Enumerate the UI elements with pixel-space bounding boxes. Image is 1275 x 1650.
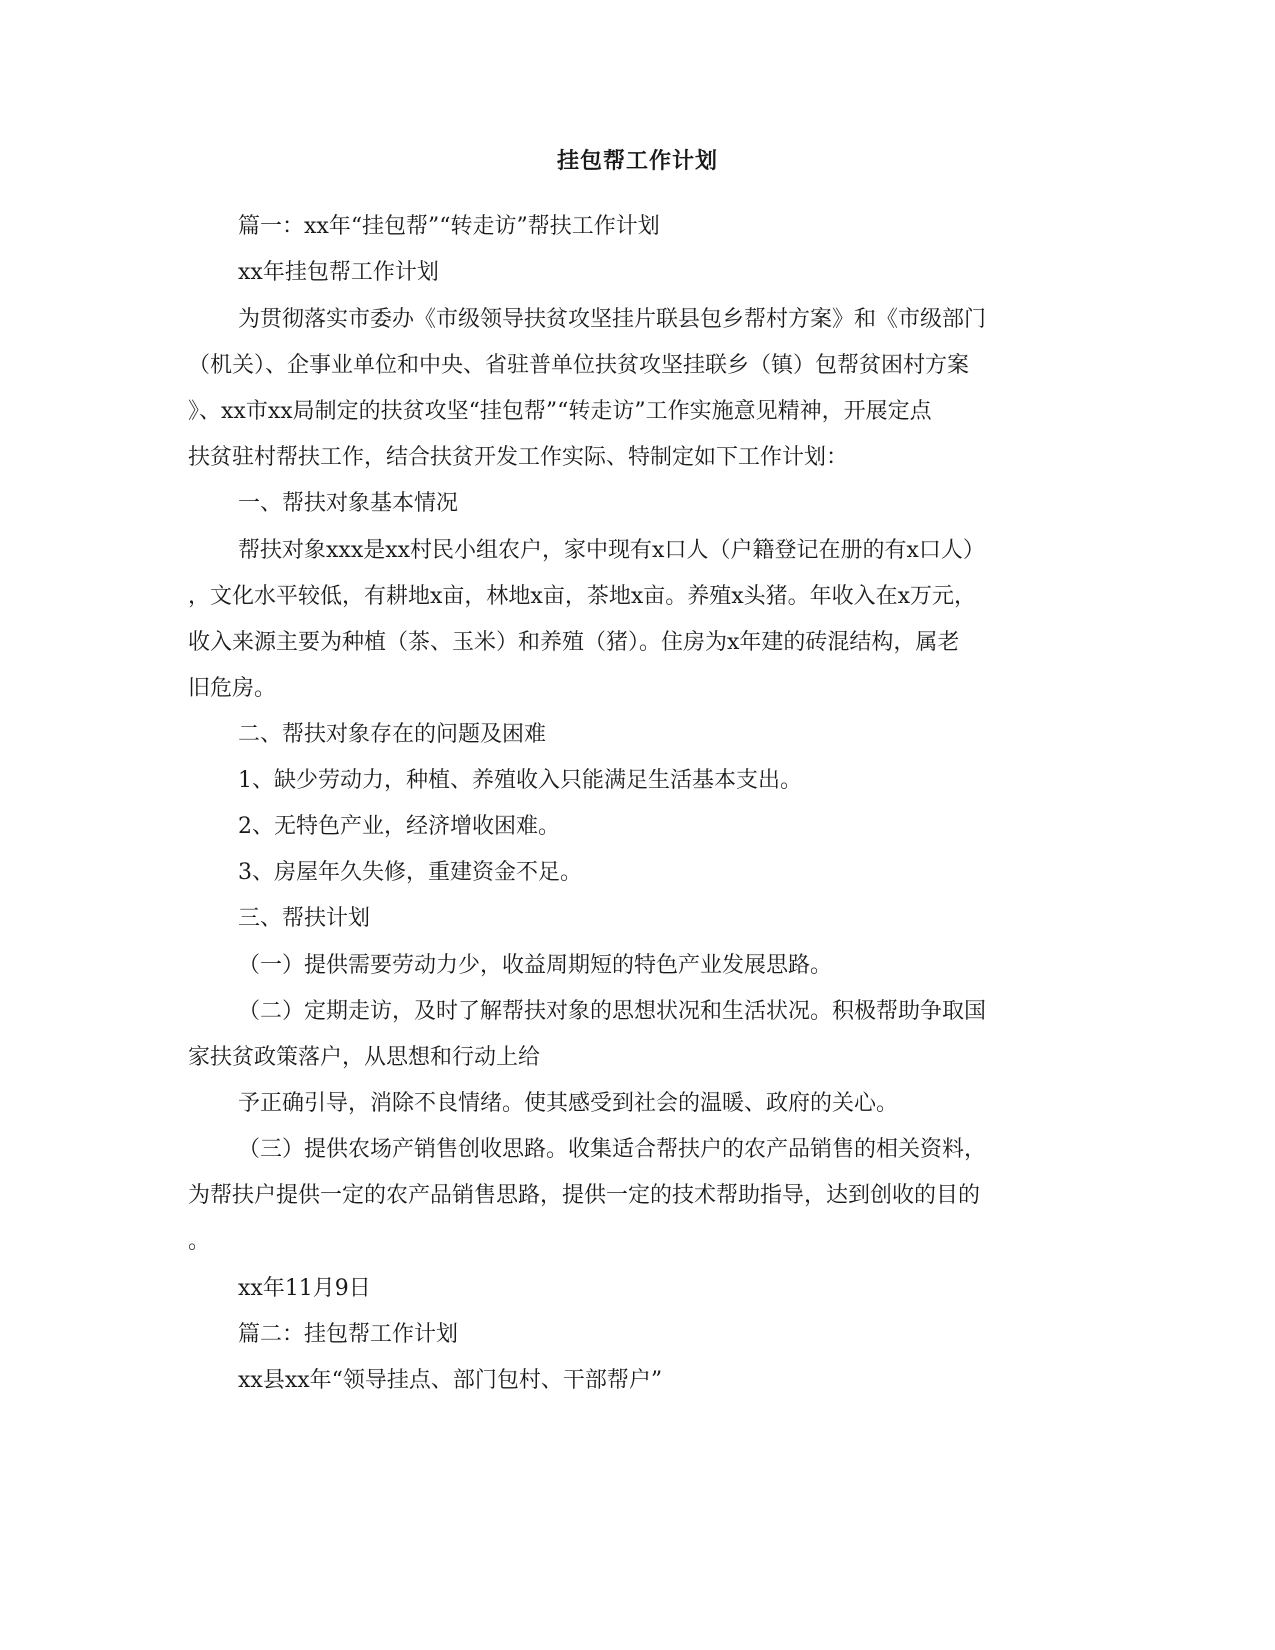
body-line: ，文化水平较低，有耕地x亩，林地x亩，茶地x亩。养殖x头猪。年收入在x万元， [188,584,977,609]
body-line: 》、xx市xx局制定的扶贫攻坚“挂包帮”“转走访”工作实施意见精神，开展定点 [188,399,932,424]
list-item: （一）提供需要劳动力少，收益周期短的特色产业发展思路。 [238,953,833,978]
body-line: 为帮扶户提供一定的农产品销售思路，提供一定的技术帮助指导，达到创收的目的 [188,1183,981,1208]
section-heading: 二、帮扶对象存在的问题及困难 [238,722,547,747]
body-line: 。 [188,1229,211,1254]
section-heading-part-two: 篇二：挂包帮工作计划 [238,1322,459,1347]
plan-subtitle: xx年挂包帮工作计划 [238,260,439,285]
body-line: （机关）、企事业单位和中央、省驻普单位扶贫攻坚挂联乡（镇）包帮贫困村方案 [188,353,970,378]
body-line: 收入来源主要为种植（茶、玉米）和养殖（猪）。住房为x年建的砖混结构，属老 [188,630,960,655]
body-line: 帮扶对象xxx是xx村民小组农户，家中现有x口人（户籍登记在册的有x口人） [238,538,985,563]
list-item: （二）定期走访，及时了解帮扶对象的思想状况和生活状况。积极帮助争取国 [238,999,987,1024]
list-item: 3、房屋年久失修，重建资金不足。 [238,860,582,885]
list-item: 1、缺少劳动力，种植、养殖收入只能满足生活基本支出。 [238,768,802,793]
list-item: 2、无特色产业，经济增收困难。 [238,814,560,839]
body-line: 予正确引导，消除不良情绪。使其感受到社会的温暖、政府的关心。 [238,1091,899,1116]
section-heading-part-one: 篇一：xx年“挂包帮”“转走访”帮扶工作计划 [238,214,660,239]
list-item: （三）提供农场产销售创收思路。收集适合帮扶户的农产品销售的相关资料， [238,1137,987,1162]
section-heading: 三、帮扶计划 [238,906,371,931]
body-line: 旧危房。 [188,676,277,701]
body-line: 扶贫驻村帮扶工作，结合扶贫开发工作实际、特制定如下工作计划： [188,445,849,470]
body-line: 家扶贫政策落户，从思想和行动上给 [188,1045,541,1070]
body-line: xx县xx年“领导挂点、部门包村、干部帮户” [238,1368,663,1393]
date-line: xx年11月9日 [238,1276,371,1301]
body-line: 为贯彻落实市委办《市级领导扶贫攻坚挂片联县包乡帮村方案》和《市级部门 [238,307,987,332]
document-title: 挂包帮工作计划 [556,148,718,174]
section-heading: 一、帮扶对象基本情况 [238,491,459,516]
